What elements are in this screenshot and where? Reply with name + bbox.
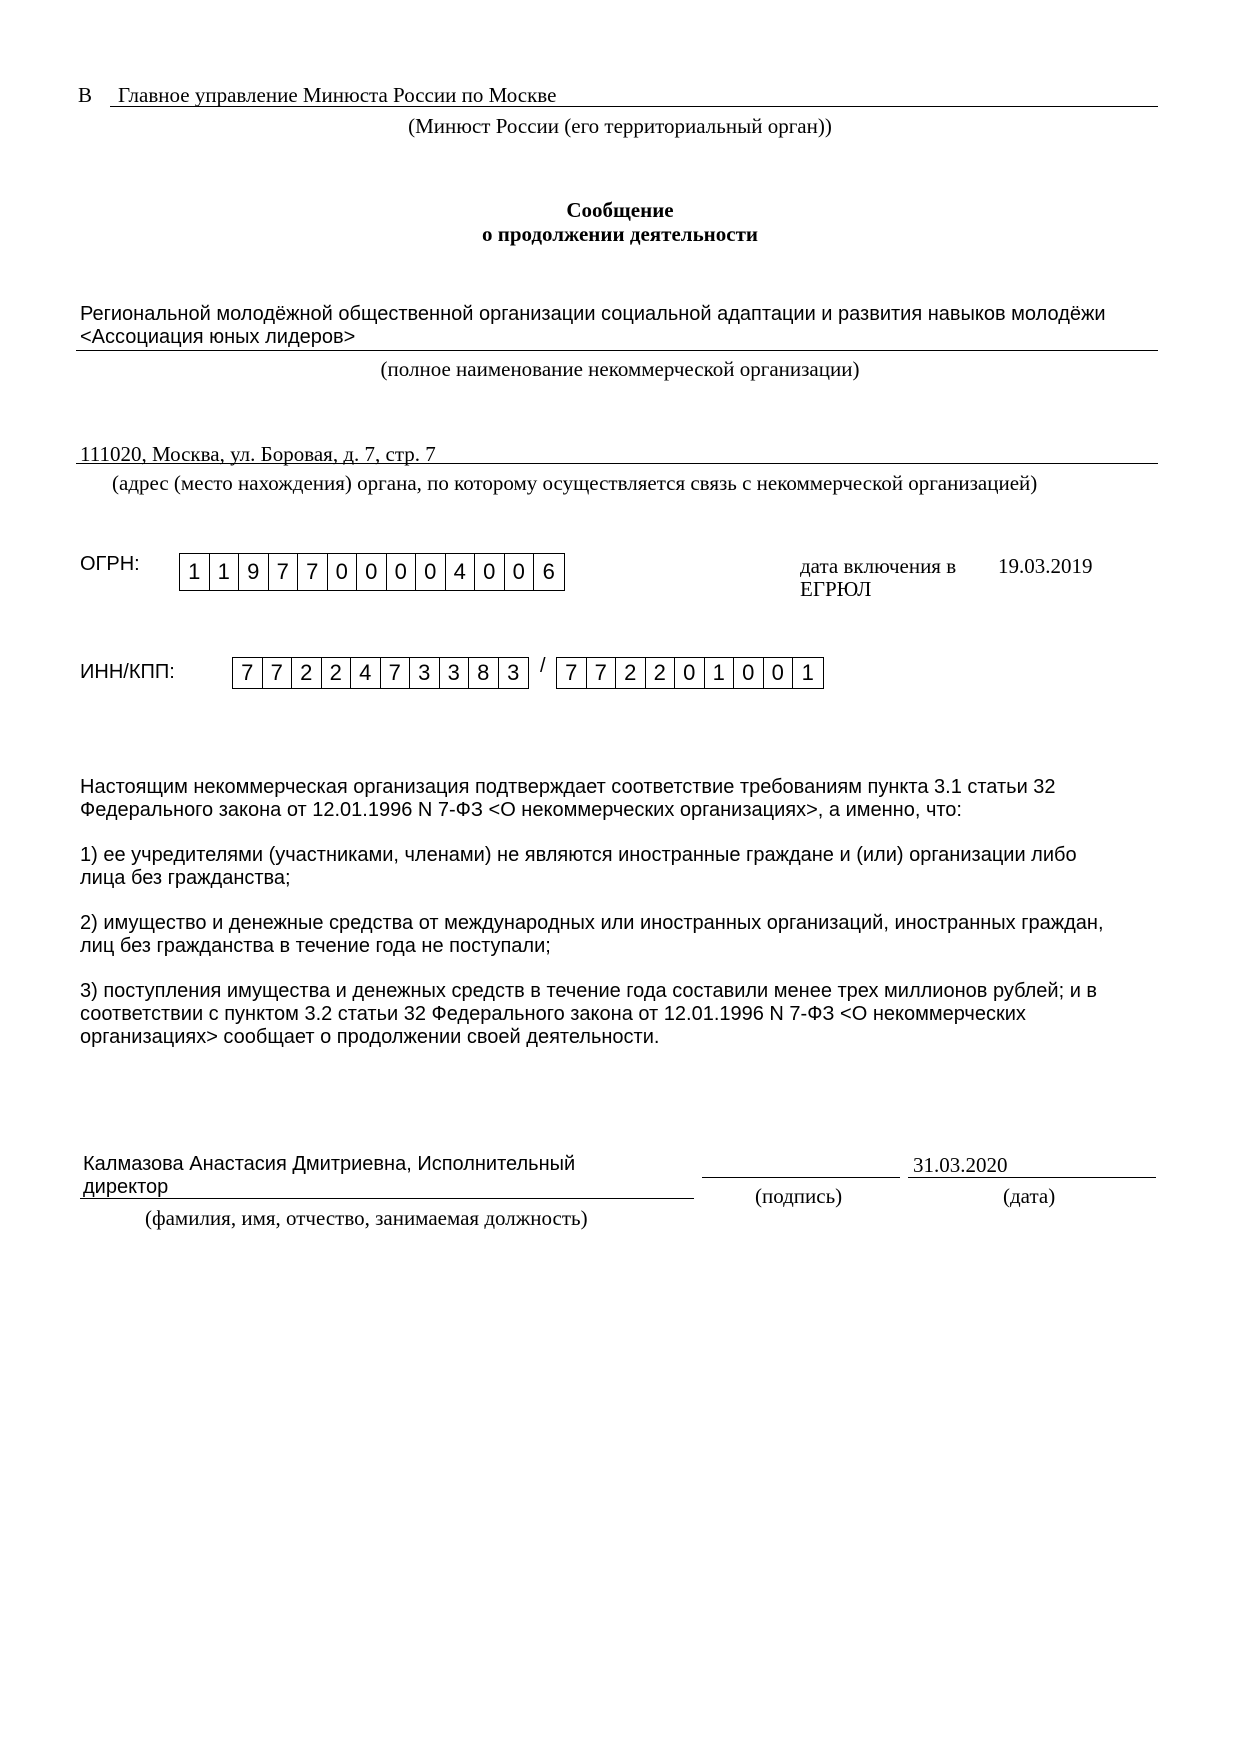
- recipient-authority: Главное управление Минюста России по Москве: [118, 83, 557, 107]
- egrul-date: 19.03.2019: [998, 554, 1093, 578]
- ogrn-digit-cell: 0: [328, 554, 358, 590]
- ogrn-digit-cell: 6: [542, 559, 555, 584]
- body-item-1: [80, 844, 1160, 890]
- inn-digit-cell: 3: [440, 658, 470, 688]
- ogrn-digit-cell: 0: [505, 554, 535, 590]
- kpp-digit-cell: 0: [675, 658, 705, 688]
- signer-line1: Калмазова Анастасия Дмитриевна, Исполнительный: [83, 1153, 576, 1175]
- ogrn-digit-cell: 4: [446, 554, 476, 590]
- body-item-1-line2: лица без гражданства;: [80, 867, 291, 889]
- org-address: 111020, Москва, ул. Боровая, д. 7, стр. 7: [80, 442, 436, 466]
- recipient-prefix: В: [78, 83, 93, 107]
- egrul-label-line2: ЕГРЮЛ: [800, 577, 872, 601]
- recipient-underline: [110, 106, 1158, 107]
- date-caption: (дата): [1003, 1184, 1056, 1208]
- body-item-2-line2: лиц без гражданства в течение года не поступали;: [80, 935, 551, 957]
- kpp-digit-cell: 2: [616, 658, 646, 688]
- ogrn-digit-boxes: [179, 553, 565, 591]
- inn-digit-cell: 4: [351, 658, 381, 688]
- egrul-label-line1: дата включения в: [800, 554, 957, 578]
- inn-digit-cell: 8: [469, 658, 499, 688]
- kpp-digit-cell: 2: [646, 658, 676, 688]
- inn-digit-cell: 7: [381, 658, 411, 688]
- recipient-caption: (Минюст России (его территориальный орган)): [408, 114, 832, 138]
- body-intro: [80, 776, 1160, 822]
- kpp-digit-cell: 0: [734, 658, 764, 688]
- org-address-underline: [76, 463, 1158, 464]
- org-name-caption: (полное наименование некоммерческой организации): [380, 357, 860, 381]
- kpp-digit-cell: 7: [587, 658, 617, 688]
- date-underline: [908, 1177, 1156, 1178]
- kpp-digit-cell: 0: [764, 658, 794, 688]
- inn-digit-boxes: [232, 657, 529, 689]
- inn-digit-cell: 3: [410, 658, 440, 688]
- body-item-3-line1: 3) поступления имущества и денежных средств в течение года составили менее трех миллионов рублей; и в: [80, 980, 1098, 1002]
- document-subtitle: о продолжении деятельности: [481, 222, 759, 246]
- signer-line2: директор: [83, 1176, 169, 1198]
- kpp-digit-boxes: [556, 657, 824, 689]
- org-name-line2: <Ассоциация юных лидеров>: [80, 326, 356, 348]
- kpp-digit-cell: 1: [801, 660, 814, 685]
- document-title: Сообщение: [566, 198, 674, 222]
- kpp-digit-cell: 1: [705, 658, 735, 688]
- ogrn-digit-cell: 7: [269, 554, 299, 590]
- org-address-caption: (адрес (место нахождения) органа, по которому осуществляется связь с некоммерческой организацией): [112, 471, 1038, 495]
- inn-digit-cell: 2: [292, 658, 322, 688]
- ogrn-digit-cell: 9: [239, 554, 269, 590]
- body-item-1-line1: 1) ее учредителями (участниками, членами) не являются иностранные граждане и (или) организации либо: [80, 844, 1077, 866]
- inn-kpp-separator: /: [540, 655, 546, 677]
- ogrn-digit-cell: 1: [210, 554, 240, 590]
- kpp-digit-cell: 7: [557, 658, 587, 688]
- signature-caption: (подпись): [755, 1184, 843, 1208]
- inn-digit-cell: 2: [322, 658, 352, 688]
- ogrn-digit-cell: 0: [357, 554, 387, 590]
- signer-caption: (фамилия, имя, отчество, занимаемая должность): [145, 1206, 588, 1230]
- inn-digit-cell: 7: [233, 658, 263, 688]
- body-item-3-line3: организациях> сообщает о продолжении своей деятельности.: [80, 1026, 660, 1048]
- org-name-underline: [76, 350, 1158, 351]
- body-item-3: [80, 980, 1160, 1049]
- ogrn-label: ОГРН:: [80, 553, 140, 575]
- ogrn-digit-cell: 0: [387, 554, 417, 590]
- inn-digit-cell: 3: [507, 660, 520, 685]
- body-item-2: [80, 912, 1160, 958]
- signature-line: [702, 1177, 900, 1178]
- signature-date: 31.03.2020: [913, 1153, 1008, 1177]
- inn-kpp-label: ИНН/КПП:: [80, 661, 175, 683]
- ogrn-digit-cell: 1: [180, 554, 210, 590]
- body-intro-line2: Федерального закона от 12.01.1996 N 7-ФЗ <О некоммерческих организациях>, а именно, что:: [80, 799, 962, 821]
- body-item-3-line2: соответствии с пунктом 3.2 статьи 32 Федерального закона от 12.01.1996 N 7-ФЗ <О некоммерческих: [80, 1003, 1026, 1025]
- org-name-line1: Региональной молодёжной общественной организации социальной адаптации и развития навыков молодёжи: [80, 303, 1106, 325]
- ogrn-digit-cell: 0: [475, 554, 505, 590]
- body-item-2-line1: 2) имущество и денежные средства от международных или иностранных организаций, иностранных граждан,: [80, 912, 1104, 934]
- ogrn-digit-cell: 7: [298, 554, 328, 590]
- signer-underline: [80, 1198, 694, 1199]
- ogrn-digit-cell: 0: [416, 554, 446, 590]
- inn-digit-cell: 7: [263, 658, 293, 688]
- body-intro-line1: Настоящим некоммерческая организация подтверждает соответствие требованиям пункта 3.1 статьи 32: [80, 776, 1056, 798]
